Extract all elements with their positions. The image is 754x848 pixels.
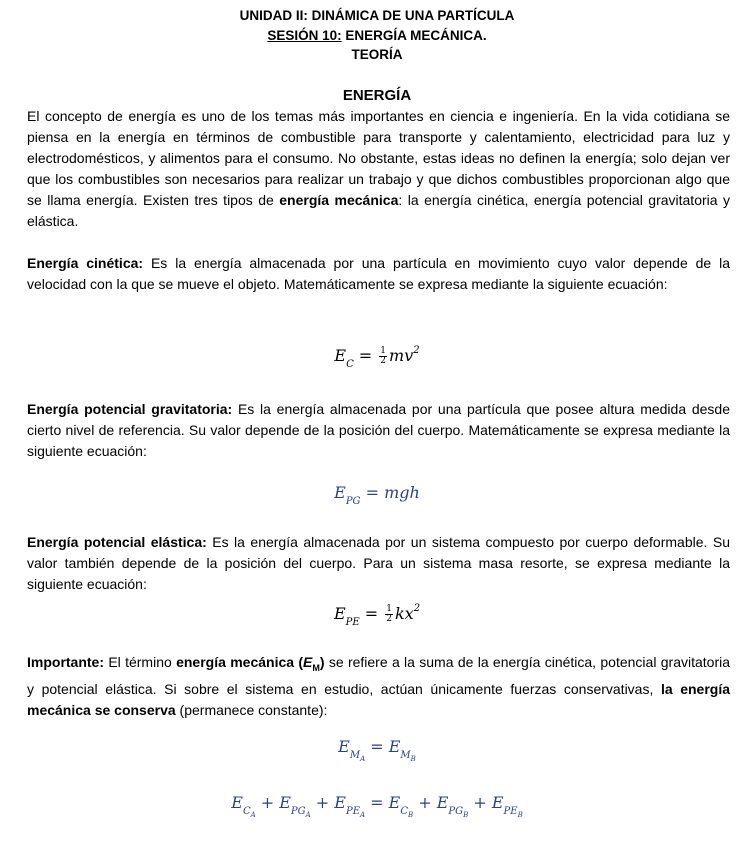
session-label: SESIÓN 10: bbox=[267, 28, 342, 43]
eq-sign: = bbox=[353, 346, 378, 365]
eq-sub: C bbox=[346, 359, 354, 370]
sub-B: B bbox=[463, 811, 469, 819]
eq-power: 2 bbox=[413, 345, 420, 356]
eq-rhs: kx bbox=[394, 604, 414, 623]
eq-E: E bbox=[491, 793, 504, 812]
eq-E: E bbox=[388, 793, 401, 812]
plus-sign: + bbox=[310, 793, 335, 812]
frac-num: 1 bbox=[386, 604, 392, 614]
eq-E: E bbox=[338, 737, 350, 756]
symbol-close: ) bbox=[319, 654, 325, 670]
gravitational-text: Es la energía almacenada por una partícula que posee altura medida desde cierto nivel de referencia. Su valor depende de la posición del cuerpo. Matemáticamente se expresa mediante la siguiente ecuación: bbox=[27, 401, 731, 459]
eq-E: E bbox=[334, 793, 346, 812]
sub-PG: PG bbox=[448, 806, 464, 817]
eq-sub: PG bbox=[345, 496, 361, 507]
symbol-sub: M bbox=[312, 662, 320, 673]
eq-sign: = bbox=[365, 737, 389, 756]
frac-den: 2 bbox=[380, 356, 387, 366]
sub-C: C bbox=[242, 806, 251, 817]
important-paragraph bbox=[27, 652, 730, 721]
gravitational-paragraph bbox=[27, 399, 730, 462]
eq-rhs: mv bbox=[389, 346, 414, 365]
eq-power: 2 bbox=[413, 603, 421, 614]
intro-text-1: El concepto de energía es uno de los temas más importantes en ciencia e ingeniería. En la vida cotidiana se piensa en la energía en términos de combustible para transporte y calentamiento, electricidad para luz y electrodomésticos, y alimentos para el consumo. No obstante, estas ideas no definen la energía; solo dejan ver que los combustibles son necesarios para realizar un trabajo y que dichos combustibles proporcionan algo que se llama energía. Existen tres tipos de bbox=[27, 108, 730, 208]
elastic-paragraph bbox=[27, 532, 730, 595]
sub-M: M bbox=[349, 750, 361, 761]
eq-sub-CA bbox=[243, 806, 256, 817]
eq-sub: PE bbox=[345, 617, 360, 628]
frac-den: 2 bbox=[386, 614, 392, 624]
eq-sign: = bbox=[365, 793, 389, 812]
eq-sub-MA bbox=[350, 750, 365, 761]
gravitational-equation bbox=[0, 482, 754, 513]
fraction-half bbox=[385, 605, 393, 624]
intro-paragraph bbox=[27, 106, 730, 232]
frac-num: 1 bbox=[380, 346, 387, 356]
plus-sign: + bbox=[468, 793, 492, 812]
gravitational-term: Energía potencial gravitatoria: bbox=[27, 401, 233, 417]
kinetic-text: Es la energía almacenada por una partícula en movimiento cuyo valor depende de la velocidad con la que se mueve el objeto. Matemáticamente se expresa mediante la siguiente ecuación: bbox=[27, 255, 730, 292]
elastic-equation bbox=[0, 598, 754, 634]
kinetic-paragraph bbox=[27, 253, 730, 295]
eq-E: E bbox=[333, 604, 346, 623]
mechanical-energy-label: energía mecánica ( bbox=[176, 654, 304, 670]
sub-PE: PE bbox=[503, 806, 518, 817]
sub-A: A bbox=[305, 811, 311, 819]
eq-E: E bbox=[334, 483, 346, 502]
unit-title: UNIDAD II: DINÁMICA DE UNA PARTÍCULA bbox=[239, 8, 515, 23]
eq-sub-CB bbox=[400, 806, 413, 817]
eq-sub-MB bbox=[400, 750, 415, 761]
elastic-text: Es la energía almacenada por un sistema compuesto por cuerpo deformable. Su valor también depende de la posición del cuerpo. Para un sistema masa resorte, se expresa mediante la siguiente ecuación: bbox=[27, 534, 730, 592]
intro-bold-mechanical: energía mecánica bbox=[279, 192, 399, 208]
eq-E: E bbox=[231, 793, 243, 812]
important-term: Importante: bbox=[27, 654, 104, 670]
important-bold-mechanical bbox=[176, 654, 325, 673]
energy-heading: ENERGÍA bbox=[342, 87, 412, 104]
sub-A: A bbox=[360, 811, 366, 819]
sub-M: M bbox=[400, 750, 411, 761]
important-text-2: se refiere a la suma de la energía cinética, potencial gravitatoria y potencial elástica. Si sobre el sistema en estudio, actúan únicamente fuerzas conservativas, bbox=[27, 654, 731, 697]
eq-sign: = bbox=[360, 483, 385, 502]
sub-A: A bbox=[250, 811, 256, 819]
kinetic-term: Energía cinética: bbox=[27, 255, 144, 271]
eq-sub-PGA bbox=[291, 806, 311, 817]
eq-sub-PEB bbox=[504, 806, 523, 817]
fraction-half bbox=[379, 347, 387, 366]
kinetic-equation bbox=[0, 340, 754, 376]
important-text-1: El término bbox=[104, 654, 177, 670]
intro-text-2: : la energía cinética, energía potencial gravitatoria y elástica. bbox=[27, 192, 731, 229]
plus-sign: + bbox=[413, 793, 437, 812]
sub-PG: PG bbox=[290, 806, 306, 817]
plus-sign: + bbox=[255, 793, 280, 812]
eq-sub-PGB bbox=[448, 806, 468, 817]
eq-E: E bbox=[436, 793, 449, 812]
eq-rhs: mgh bbox=[384, 483, 420, 502]
sub-A: A bbox=[360, 755, 366, 763]
symbol-E: E bbox=[303, 654, 313, 670]
eq-E: E bbox=[279, 793, 291, 812]
sub-B: B bbox=[517, 811, 523, 819]
section-label: TEORÍA bbox=[351, 47, 403, 62]
mechanical-conservation-equation bbox=[0, 736, 754, 770]
important-text-3: (permanece constante): bbox=[175, 701, 328, 718]
sub-B: B bbox=[410, 755, 416, 763]
important-bold-conserved: la energía mecánica se conserva bbox=[27, 680, 730, 718]
sub-C: C bbox=[400, 806, 408, 817]
expanded-conservation-equation bbox=[0, 792, 754, 826]
eq-sub-PEA bbox=[346, 806, 365, 817]
eq-sign: = bbox=[359, 604, 384, 623]
eq-E: E bbox=[388, 737, 401, 756]
session-line bbox=[0, 27, 754, 45]
elastic-term: Energía potencial elástica: bbox=[27, 534, 207, 550]
sub-B: B bbox=[407, 811, 414, 819]
eq-E: E bbox=[334, 346, 347, 365]
sub-PE: PE bbox=[345, 806, 360, 817]
session-title: ENERGÍA MECÁNICA. bbox=[341, 28, 487, 43]
